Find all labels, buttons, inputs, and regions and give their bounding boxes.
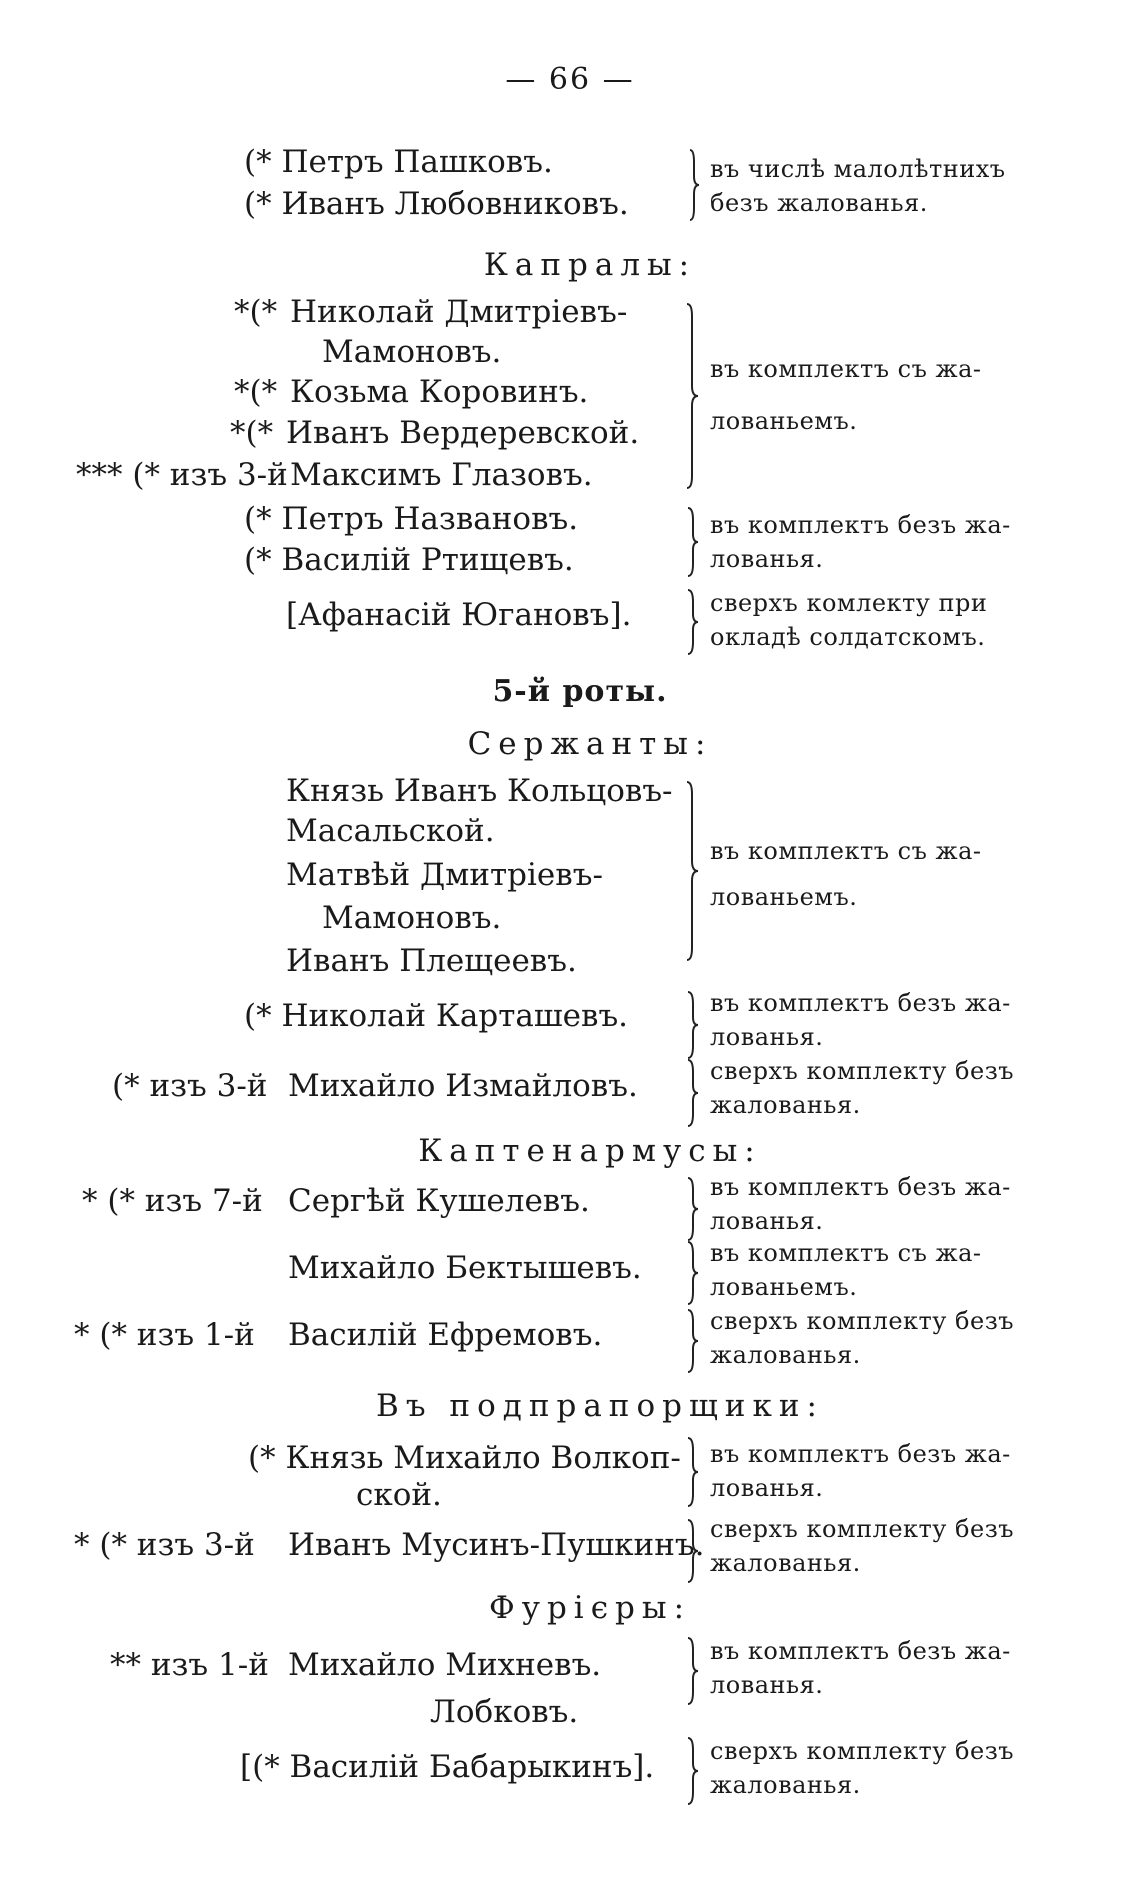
name-line: Иванъ Вердеревской.	[286, 415, 640, 451]
heading-podpraporshchiki: Въ подпрапорщики:	[376, 1388, 824, 1424]
note-line: въ комплектъ безъ жа-	[710, 1637, 1011, 1665]
note-line: лованья.	[710, 1474, 824, 1502]
note-line: лованья.	[710, 1207, 824, 1235]
note-line: въ комплектъ съ жа-	[710, 1239, 982, 1267]
note-line: въ комплектъ съ жа-	[710, 355, 982, 383]
brace	[682, 1736, 700, 1806]
name-line: Василій Ефремовъ.	[288, 1317, 603, 1353]
name-line: (* Николай Карташевъ.	[244, 998, 629, 1034]
name-line: Матвѣй Дмитріевъ-	[286, 857, 603, 893]
heading-furiers: Фурієры:	[488, 1590, 692, 1626]
note-line: сверхъ комплекту безъ	[710, 1515, 1015, 1543]
page-number: — 66 —	[505, 62, 635, 97]
brace	[682, 1308, 700, 1374]
name-line: Козьма Коровинъ.	[290, 374, 589, 410]
name-line: Масальской.	[286, 813, 495, 849]
note-line: сверхъ комплекту безъ	[710, 1307, 1015, 1335]
brace	[682, 506, 700, 578]
name-line: Иванъ Плещеевъ.	[286, 943, 577, 979]
name-line: ской.	[356, 1477, 442, 1513]
note-line: сверхъ комплекту безъ	[710, 1737, 1015, 1765]
brace	[682, 1240, 700, 1306]
name-line: Иванъ Мусинъ-Пушкинъ.	[288, 1527, 705, 1563]
note-line: въ комплектъ безъ жа-	[710, 1173, 1011, 1201]
name-line: Сергѣй Кушелевъ.	[288, 1183, 590, 1219]
note-line: лованьемъ.	[710, 1273, 858, 1301]
section-heading: 5-й роты.	[492, 674, 668, 709]
prefix: *(*	[234, 374, 278, 410]
prefix: * (* изъ 7-й	[82, 1183, 263, 1219]
name-line: (* Иванъ Любовниковъ.	[244, 186, 629, 222]
note-line: въ комплектъ безъ жа-	[710, 511, 1011, 539]
name-line: Мамоновъ.	[322, 334, 502, 370]
prefix: * (* изъ 3-й	[74, 1527, 255, 1563]
brace	[682, 990, 700, 1060]
name-line: (* Князь Михайло Волкоп-	[248, 1440, 681, 1476]
heading-kaprals: Капралы:	[483, 247, 697, 283]
prefix: *** (* изъ 3-й	[76, 457, 288, 493]
note-line: жалованья.	[710, 1341, 861, 1369]
name-line: (* Василій Ртищевъ.	[244, 542, 574, 578]
note-line: жалованья.	[710, 1771, 861, 1799]
prefix: *(*	[230, 415, 274, 451]
note-line: въ числѣ малолѣтнихъ	[710, 155, 1006, 183]
brace	[682, 780, 700, 962]
brace	[682, 302, 700, 490]
note-line: сверхъ комплекту безъ	[710, 1057, 1015, 1085]
brace	[682, 1176, 700, 1242]
prefix: ** изъ 1-й	[110, 1647, 269, 1683]
prefix: *(*	[234, 294, 278, 330]
name-line: Михайло Бектышевъ.	[288, 1250, 642, 1286]
note-line: лованья.	[710, 1023, 824, 1051]
name-line: (* Петръ Пашковъ.	[244, 144, 553, 180]
note-line: безъ жалованья.	[710, 189, 928, 217]
note-line: лованьемъ.	[710, 407, 858, 435]
brace	[682, 1518, 700, 1584]
name-line: Михайло Измайловъ.	[288, 1068, 638, 1104]
brace	[682, 588, 700, 656]
note-line: лованья.	[710, 545, 824, 573]
prefix: (* изъ 3-й	[112, 1068, 268, 1104]
name-line: Лобковъ.	[430, 1694, 579, 1730]
name-line: Максимъ Глазовъ.	[290, 457, 593, 493]
note-line: въ комплектъ безъ жа-	[710, 1440, 1011, 1468]
name-line: Михайло Михневъ.	[288, 1647, 602, 1683]
note-line: въ комплектъ безъ жа-	[710, 989, 1011, 1017]
heading-sergeants: Сержанты:	[467, 726, 713, 762]
name-line: [Афанасій Югановъ].	[286, 597, 632, 633]
brace	[682, 1436, 700, 1508]
heading-kaptenarmus: Каптенармусы:	[418, 1133, 762, 1169]
note-line: въ комплектъ съ жа-	[710, 837, 982, 865]
brace	[682, 1636, 700, 1706]
note-line: лованья.	[710, 1671, 824, 1699]
name-line: Николай Дмитріевъ-	[290, 294, 628, 330]
brace	[682, 148, 700, 222]
name-line: Князь Иванъ Кольцовъ-	[286, 773, 673, 809]
note-line: жалованья.	[710, 1549, 861, 1577]
note-line: лованьемъ.	[710, 883, 858, 911]
note-line: сверхъ комлекту при	[710, 589, 988, 617]
name-line: [(* Василій Бабарыкинъ].	[240, 1749, 655, 1785]
brace	[682, 1058, 700, 1128]
note-line: окладѣ солдатскомъ.	[710, 623, 986, 651]
note-line: жалованья.	[710, 1091, 861, 1119]
name-line: Мамоновъ.	[322, 900, 502, 936]
prefix: * (* изъ 1-й	[74, 1317, 255, 1353]
name-line: (* Петръ Назвaновъ.	[244, 501, 579, 537]
